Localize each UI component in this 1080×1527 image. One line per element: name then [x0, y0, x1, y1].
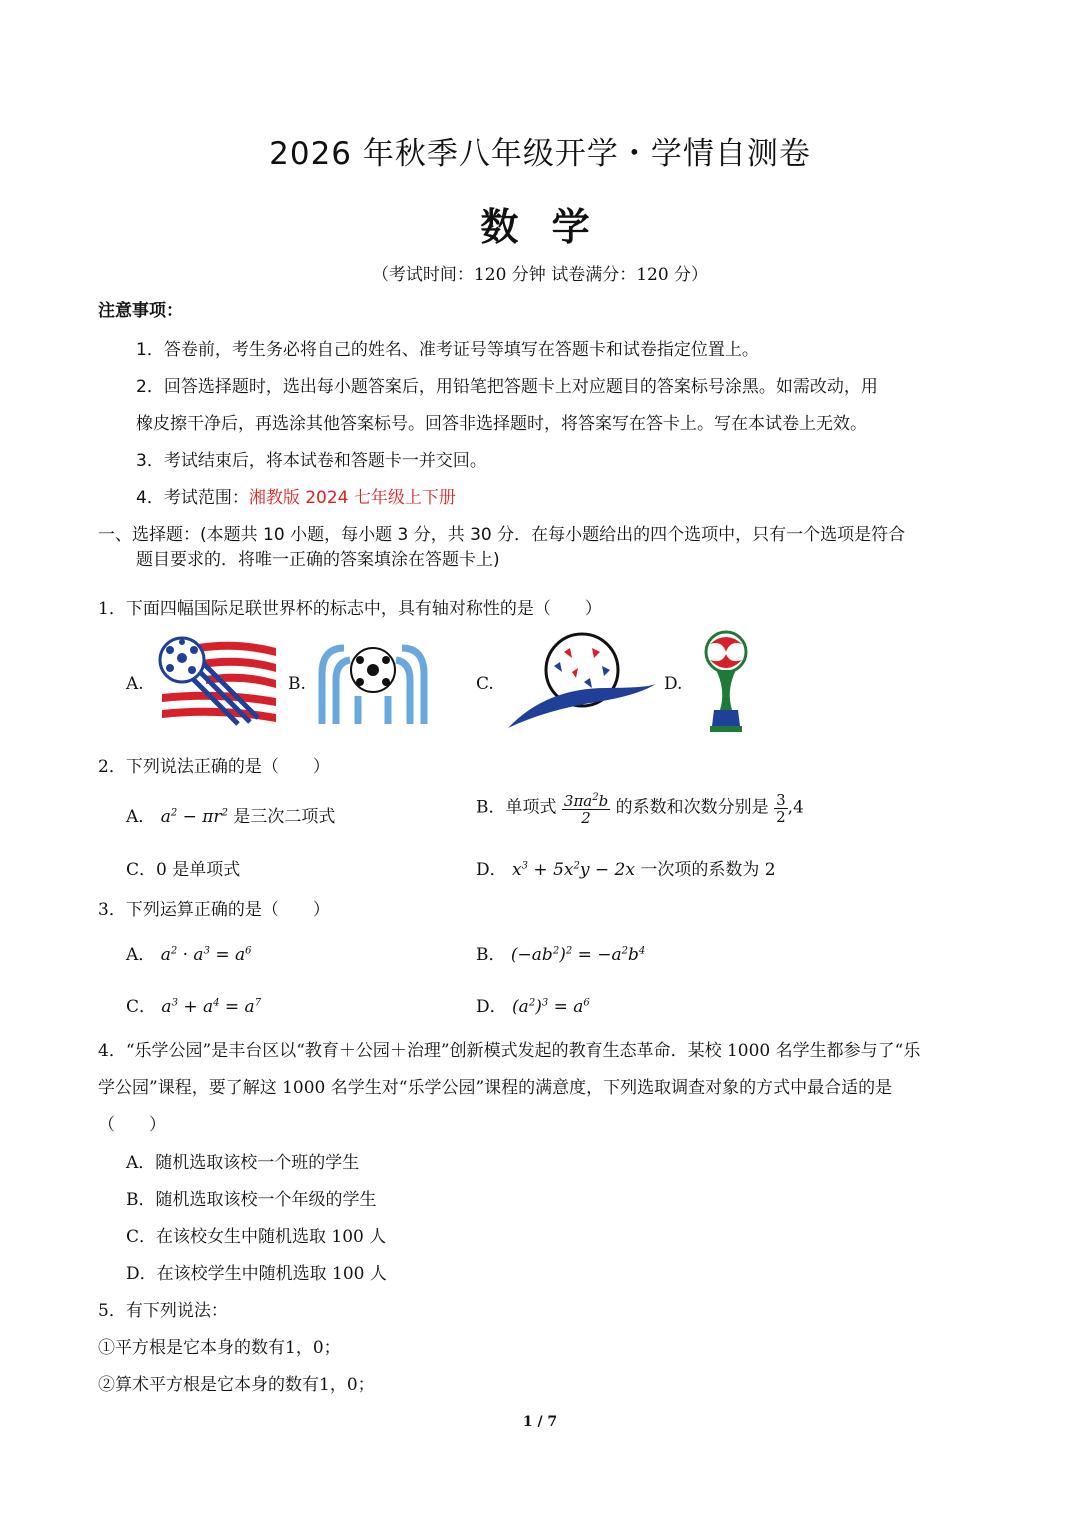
q2-option-b-label: B．单项式	[476, 797, 557, 818]
world-cup-2010-logo	[700, 630, 752, 734]
exam-title: 2026 年秋季八年级开学・学情自测卷	[269, 136, 811, 172]
notice-heading: 注意事项：	[98, 301, 183, 321]
q3-option-a-label: A．	[126, 945, 156, 965]
q3-option-d-label: D．	[476, 997, 507, 1017]
q2-stem: 2．下列说法正确的是（ ）	[98, 757, 330, 777]
q4-option-c: C．在该校女生中随机选取 100 人	[126, 1227, 387, 1247]
q2-option-a-expression: $a^2 - \pi r^2$	[160, 807, 228, 827]
q1-option-b-label: B.	[288, 674, 306, 694]
q2-option-a-text: 是三次二项式	[233, 807, 336, 827]
q5-stem: 5．有下列说法：	[98, 1301, 228, 1321]
q3-option-d-expression: $(a^2)^3 = a^6$	[512, 997, 590, 1017]
q3-option-b	[476, 940, 645, 965]
q3-option-a-expression: $a^2 \cdot a^3 = a^6$	[160, 945, 252, 965]
q4-option-d: D．在该校学生中随机选取 100 人	[126, 1264, 387, 1284]
section1-heading-line1: 一、选择题：(本题共 10 小题，每小题 3 分，共 30 分．在每小题给出的四个选项中，只有一个选项是符合	[98, 525, 906, 545]
q2-option-b-tail: ,4	[787, 797, 804, 818]
q1-option-a-label: A.	[126, 674, 144, 694]
q2-option-b-text: 的系数和次数分别是	[615, 797, 769, 818]
q2-option-b-fraction: $\frac{3\pi a^2b}{2}$	[563, 792, 609, 827]
q3-option-c-label: C．	[126, 997, 157, 1017]
notice-item-2-line2: 橡皮擦干净后，再选涂其他答案标号。回答非选择题时，将答案写在答卡上。写在本试卷上无效。	[136, 414, 867, 434]
q2-option-b-coefficient: $\frac{3}{2}$	[776, 790, 786, 826]
q3-option-a	[126, 940, 252, 965]
q3-option-c	[126, 992, 261, 1017]
exam-scope: 湘教版 2024 七年级上下册	[248, 488, 456, 508]
notice-item-4	[136, 483, 456, 508]
world-cup-1994-logo	[158, 636, 278, 726]
world-cup-2002-logo	[506, 632, 658, 730]
q2-option-a-label: A．	[126, 807, 156, 827]
q2-option-c: C．0 是单项式	[126, 860, 241, 880]
q4-option-b: B．随机选取该校一个年级的学生	[126, 1190, 377, 1210]
notice-item-3: 3．考试结束后，将本试卷和答题卡一并交回。	[136, 451, 487, 471]
q1-option-c-label: C.	[476, 674, 494, 694]
q2-option-d-text: 一次项的系数为 2	[640, 860, 776, 880]
q4-stem-line1: 4．“乐学公园”是丰台区以“教育＋公园＋治理”创新模式发起的教育生态革命．某校 1000 名学生都参与了“乐	[98, 1041, 921, 1061]
q2-option-b	[476, 790, 804, 826]
world-cup-1978-logo	[314, 640, 432, 724]
q2-option-d-label: D．	[476, 860, 507, 880]
notice-item-2-line1: 2．回答选择题时，选出每小题答案后，用铅笔把答题卡上对应题目的答案标号涂黑。如需改动，用	[136, 377, 878, 397]
q5-statement-2: ②算术平方根是它本身的数有1，0；	[98, 1375, 375, 1395]
q2-option-a	[126, 802, 335, 827]
subject-title: 数 学	[480, 205, 600, 249]
page-number: 1 / 7	[522, 1414, 558, 1430]
q3-option-b-expression: $(-ab^2)^2 = -a^2b^4$	[510, 945, 646, 965]
q3-option-d	[476, 992, 590, 1017]
q3-option-b-label: B．	[476, 945, 506, 965]
section1-heading-line2: 题目要求的．将唯一正确的答案填涂在答题卡上)	[136, 550, 500, 570]
notice-item-1: 1．答卷前，考生务必将自己的姓名、准考证号等填写在答题卡和试卷指定位置上。	[136, 340, 759, 360]
q1-option-d-label: D.	[664, 674, 683, 694]
q5-statement-1: ①平方根是它本身的数有1，0；	[98, 1338, 341, 1358]
q2-option-d	[476, 855, 776, 880]
q3-stem: 3．下列运算正确的是（ ）	[98, 900, 330, 920]
q4-stem-line2: 学公园”课程，要了解这 1000 名学生对“乐学公园”课程的满意度，下列选取调查对象的方式中最合适的是	[98, 1078, 893, 1098]
q3-option-c-expression: $a^3 + a^4 = a^7$	[161, 997, 262, 1017]
q4-stem-line3: （ ）	[98, 1115, 166, 1135]
q2-option-d-expression: $x^3 + 5x^2y - 2x$	[512, 860, 635, 880]
exam-info: （考试时间：120 分钟 试卷满分：120 分）	[371, 265, 709, 285]
notice-item-4-prefix: 4．考试范围：	[136, 488, 249, 508]
q4-option-a: A．随机选取该校一个班的学生	[126, 1153, 360, 1173]
q1-stem: 1．下面四幅国际足联世界杯的标志中，具有轴对称性的是（ ）	[98, 599, 602, 619]
